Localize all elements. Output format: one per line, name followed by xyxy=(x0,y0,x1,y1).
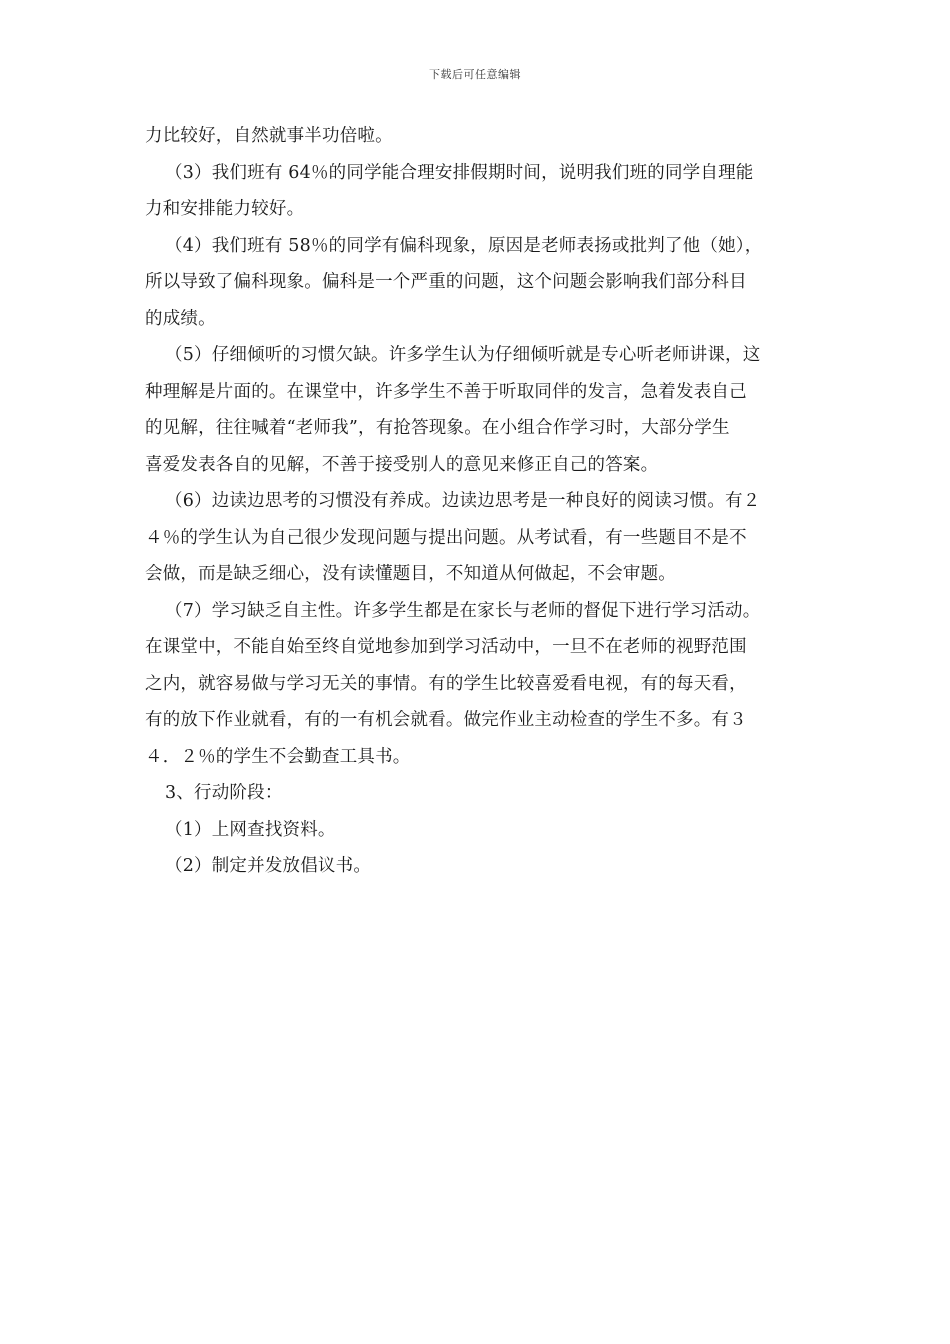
paragraph-7-start: （7）学习缺乏自主性。许多学生都是在家长与老师的督促下进行学习活动。 xyxy=(165,600,761,621)
document-body xyxy=(145,118,815,885)
text-line: ４．２％的学生不会勤查工具书。 xyxy=(145,746,411,767)
paragraph-5-start: （5）仔细倾听的习惯欠缺。许多学生认为仔细倾听就是专心听老师讲课，这 xyxy=(165,345,761,365)
paragraph-3-start: （3）我们班有 64％的同学能合理安排假期时间，说明我们班的同学自理能 xyxy=(165,162,754,183)
text-line: ４％的学生认为自己很少发现问题与提出问题。从考试看，有一些题目不是不 xyxy=(145,527,747,548)
text-line: 会做，而是缺乏细心，没有读懂题目，不知道从何做起，不会审题。 xyxy=(145,564,676,584)
text-line: 在课堂中，不能自始至终自觉地参加到学习活动中，一旦不在老师的视野范围 xyxy=(145,637,747,657)
text-line: 的成绩。 xyxy=(145,308,216,329)
text-line: 喜爱发表各自的见解，不善于接受别人的意见来修正自己的答案。 xyxy=(145,454,659,475)
paragraph-6-start: （6）边读边思考的习惯没有养成。边读边思考是一种良好的阅读习惯。有２ xyxy=(165,491,761,511)
section-heading-action-stage: 3、行动阶段： xyxy=(165,783,283,803)
text-line: 力比较好，自然就事半功倍啦。 xyxy=(145,126,393,146)
text-line: 种理解是片面的。在课堂中，许多学生不善于听取同伴的发言，急着发表自己 xyxy=(145,381,747,402)
text-line: 所以导致了偏科现象。偏科是一个严重的问题，这个问题会影响我们部分科目 xyxy=(145,272,747,292)
page-header: 下载后可任意编辑 xyxy=(429,68,521,81)
action-item-2: （2）制定并发放倡议书。 xyxy=(165,856,372,876)
text-line: 的见解，往往喊着“老师我”，有抢答现象。在小组合作学习时，大部分学生 xyxy=(145,418,730,438)
paragraph-4-start: （4）我们班有 58％的同学有偏科现象，原因是老师表扬或批判了他（她）， xyxy=(165,235,763,256)
action-item-1: （1）上网查找资料。 xyxy=(165,819,336,840)
text-line: 力和安排能力较好。 xyxy=(145,199,305,219)
text-line: 之内，就容易做与学习无关的事情。有的学生比较喜爱看电视，有的每天看， xyxy=(145,673,747,694)
text-line: 有的放下作业就看，有的一有机会就看。做完作业主动检查的学生不多。有３ xyxy=(145,710,747,730)
